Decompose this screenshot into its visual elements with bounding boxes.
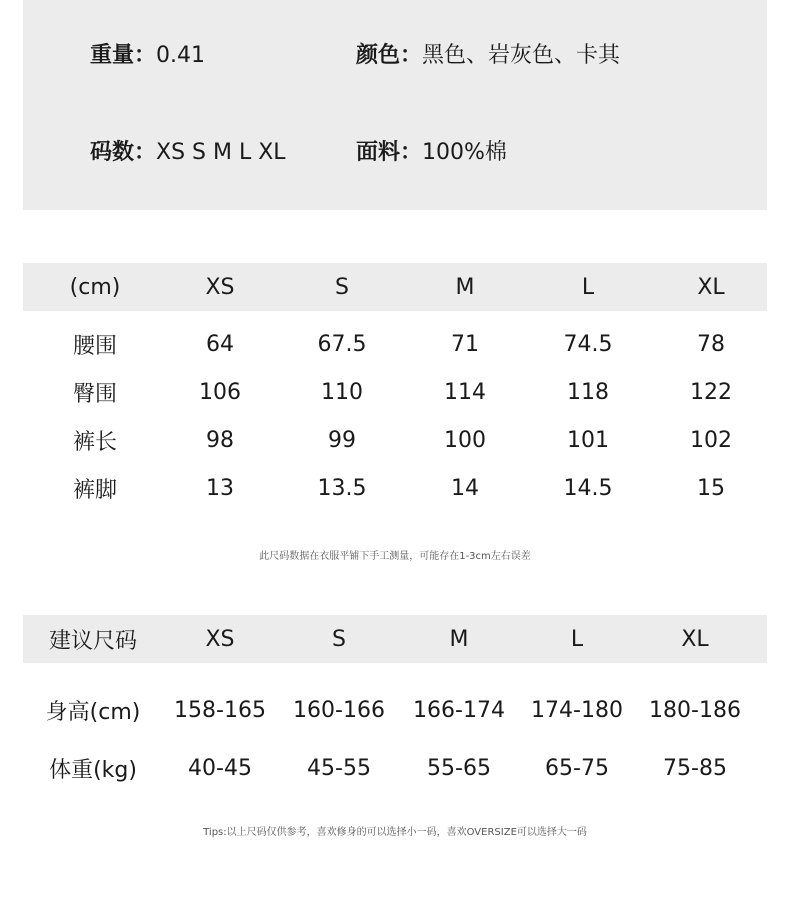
table-cell: 98 [206, 427, 234, 453]
table-cell: 174-180 [531, 697, 623, 723]
fabric-info [356, 139, 507, 167]
table-cell: 71 [451, 331, 479, 357]
size-header-xs: XS [205, 274, 235, 300]
table-cell: 67.5 [317, 331, 367, 357]
table-cell: 74.5 [563, 331, 613, 357]
color-info [356, 42, 620, 70]
table-cell: 45-55 [307, 755, 371, 781]
size-table-header [23, 263, 767, 311]
table-cell: 55-65 [427, 755, 491, 781]
weight-label: 重量： [90, 43, 157, 68]
product-info-panel [23, 0, 767, 210]
sizes-info [90, 139, 286, 167]
weight-value: 0.41 [156, 43, 205, 68]
table-cell: 166-174 [413, 697, 505, 723]
table-cell: 114 [444, 379, 486, 405]
table-cell: 122 [690, 379, 732, 405]
row-label: 身高(cm) [45, 699, 141, 725]
table-cell: 99 [328, 427, 356, 453]
table-cell: 118 [567, 379, 609, 405]
size-header-unit: (cm) [69, 274, 121, 300]
recommend-header-xl: XL [681, 626, 709, 652]
color-value: 黑色、岩灰色、卡其 [422, 43, 621, 68]
size-header-xl: XL [697, 274, 725, 300]
table-cell: 101 [567, 427, 609, 453]
table-cell: 110 [321, 379, 363, 405]
row-label: 臀围 [72, 381, 117, 407]
table-row-height [23, 687, 767, 733]
table-cell: 78 [697, 331, 725, 357]
recommend-header-s: S [332, 626, 346, 652]
table-cell: 13 [206, 475, 234, 501]
table-cell: 106 [199, 379, 241, 405]
weight-info [90, 42, 205, 70]
table-cell: 100 [444, 427, 486, 453]
table-cell: 14.5 [563, 475, 613, 501]
table-cell: 158-165 [174, 697, 266, 723]
fabric-label: 面料： [356, 140, 423, 165]
fabric-value: 100%棉 [422, 140, 507, 165]
table-cell: 102 [690, 427, 732, 453]
table-cell: 15 [697, 475, 725, 501]
recommend-header-label: 建议尺码 [48, 628, 137, 654]
row-label: 体重(kg) [49, 757, 137, 783]
sizes-value: XS S M L XL [156, 140, 286, 165]
recommend-header-l: L [570, 626, 584, 652]
table-cell: 64 [206, 331, 234, 357]
tips-note: Tips:以上尺码仅供参考，喜欢修身的可以选择小一码，喜欢OVERSIZE可以选择大一码 [203, 827, 587, 838]
sizes-label: 码数： [90, 140, 157, 165]
table-cell: 160-166 [293, 697, 385, 723]
table-row-waist [23, 321, 767, 367]
row-label: 裤脚 [72, 477, 117, 503]
table-row-hip [23, 369, 767, 415]
size-header-m: M [455, 274, 475, 300]
row-label: 裤长 [72, 429, 117, 455]
size-header-l: L [581, 274, 595, 300]
table-row-weight [23, 745, 767, 791]
table-cell: 180-186 [649, 697, 741, 723]
row-label: 腰围 [72, 333, 117, 359]
table-row-length [23, 417, 767, 463]
table-cell: 14 [451, 475, 479, 501]
table-cell: 40-45 [188, 755, 252, 781]
recommend-header-xs: XS [205, 626, 235, 652]
table-cell: 65-75 [545, 755, 609, 781]
table-row-hem [23, 465, 767, 511]
recommend-header-m: M [449, 626, 469, 652]
measurement-note: 此尺码数据在衣服平铺下手工测量，可能存在1-3cm左右误差 [259, 551, 531, 562]
recommend-table-header [23, 615, 767, 663]
table-cell: 13.5 [317, 475, 367, 501]
table-cell: 75-85 [663, 755, 727, 781]
color-label: 颜色： [356, 43, 423, 68]
size-header-s: S [335, 274, 349, 300]
